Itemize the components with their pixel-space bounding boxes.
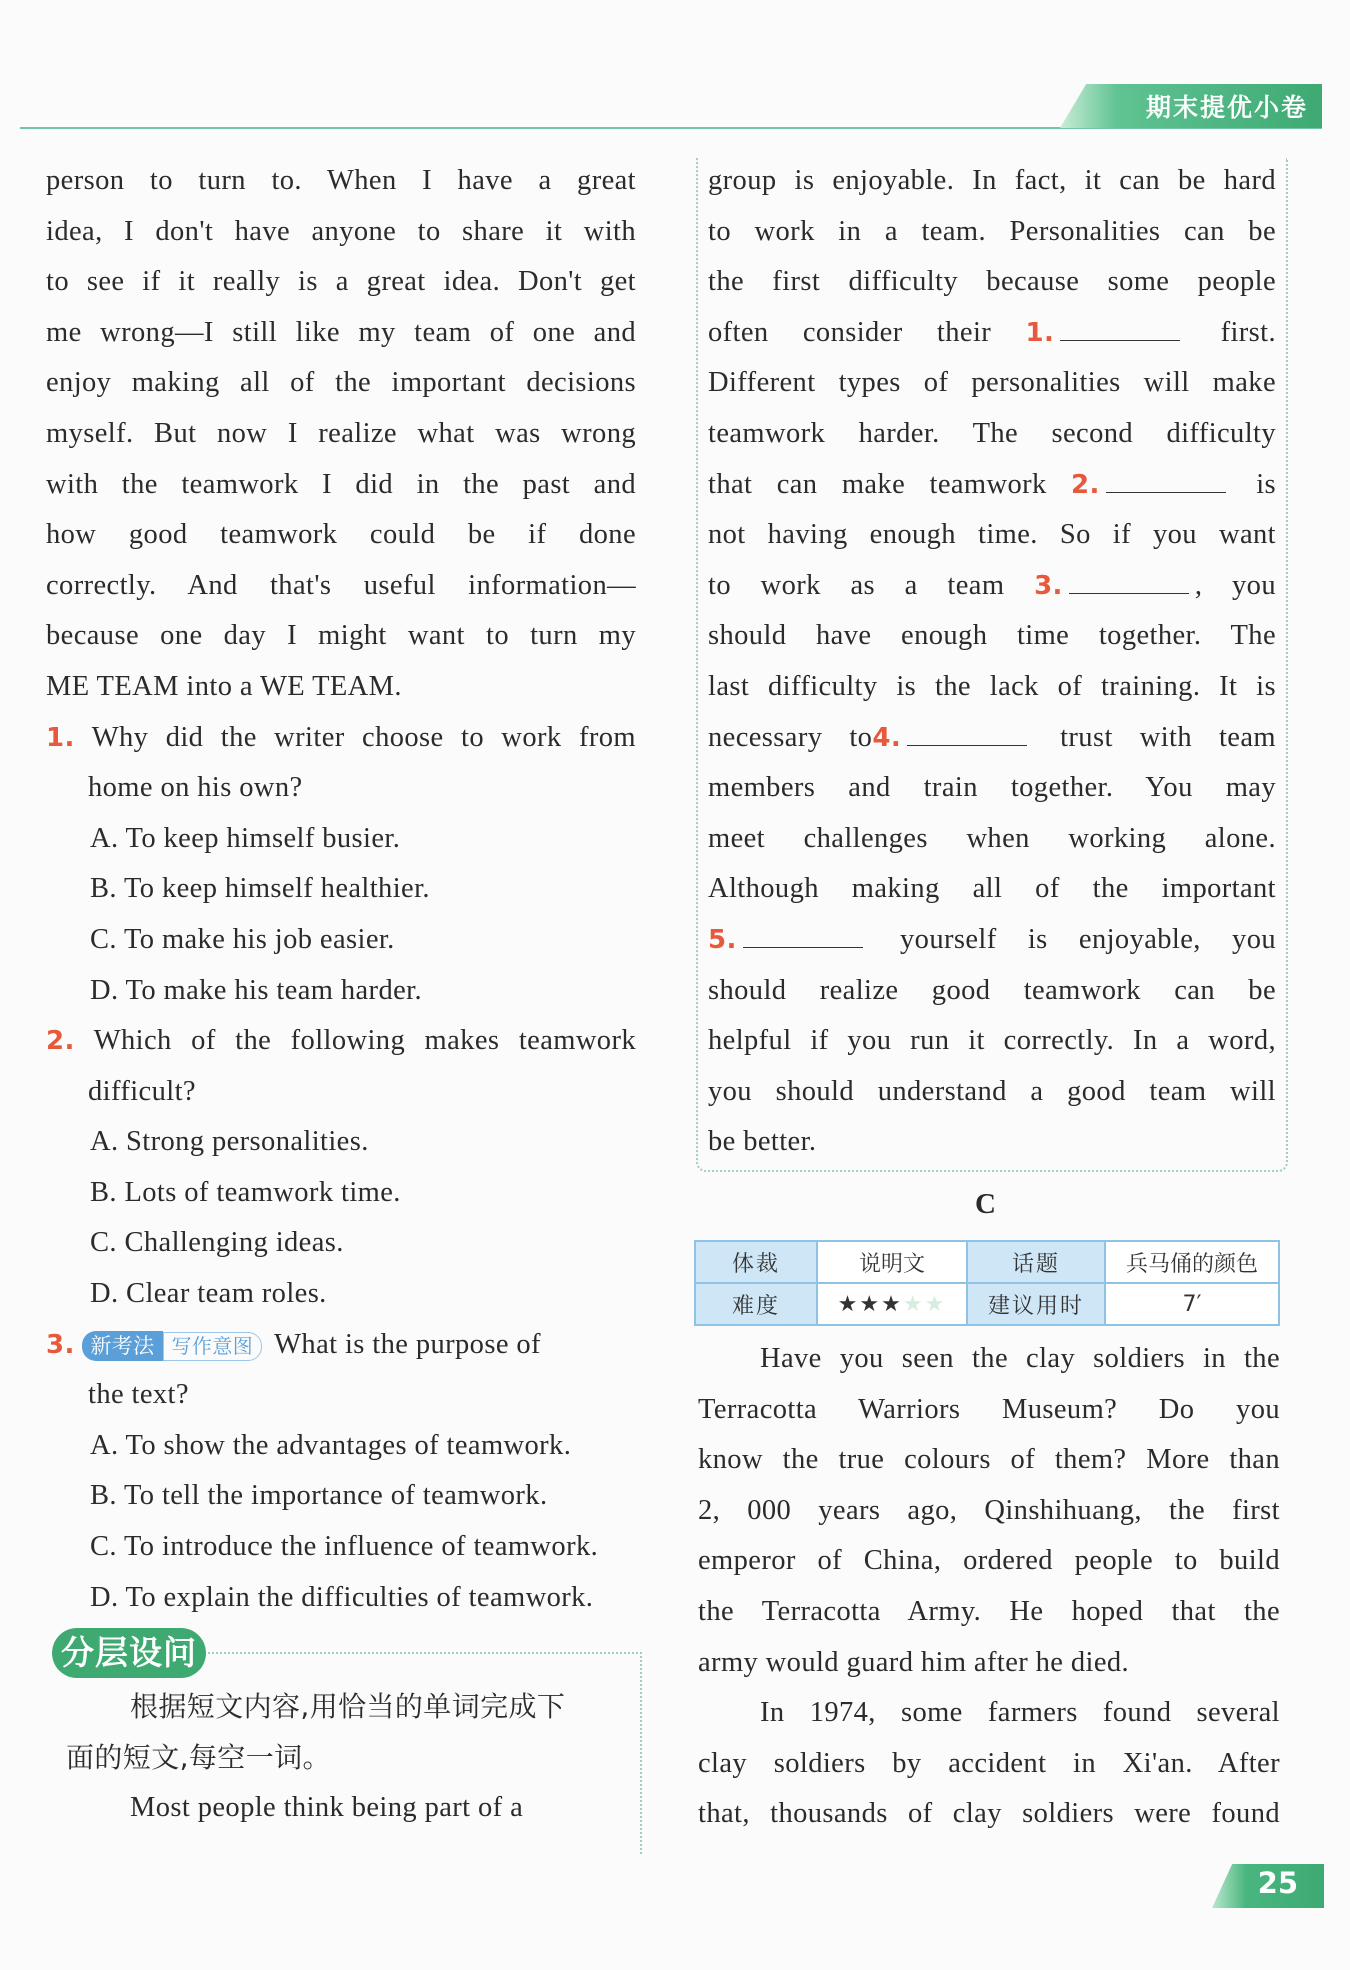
genre-value: 说明文 <box>817 1241 967 1283</box>
passage-line: how good teamwork could be if done <box>46 519 636 551</box>
passage-line: to see if it really is a great idea. Don't get <box>46 266 636 298</box>
option-c[interactable]: C. Challenging ideas. <box>90 1227 344 1259</box>
star-icon: ★ <box>859 1291 882 1317</box>
passage-line: 2, 000 years ago, Qinshihuang, the first <box>698 1494 1280 1526</box>
blank-number: 5. <box>708 924 737 955</box>
passage-line: army would guard him after he died. <box>698 1646 1130 1678</box>
question-text: Which of the following makes teamwork <box>93 1025 636 1057</box>
summary-text: necessary to <box>708 721 873 753</box>
option-a[interactable]: A. To show the advantages of teamwork. <box>90 1429 572 1461</box>
option-b[interactable]: B. To tell the importance of teamwork. <box>90 1480 548 1512</box>
summary-line: you should understand a good team will <box>708 1075 1276 1107</box>
genre-key: 体裁 <box>695 1241 817 1283</box>
question-number: 3. <box>46 1329 75 1360</box>
blank-5[interactable] <box>743 925 863 948</box>
summary-line <box>708 460 1276 511</box>
option-b[interactable]: B. To keep himself healthier. <box>90 873 430 905</box>
passage-line: person to turn to. When I have a great <box>46 165 636 196</box>
section-badge: 分层设问 <box>52 1628 206 1678</box>
star-icon: ★ <box>902 1291 925 1317</box>
summary-line: Although making all of the important <box>708 873 1276 905</box>
summary-line: last difficulty is the lack of training. It is <box>708 670 1276 702</box>
instruction-block <box>66 1682 632 1834</box>
option-d[interactable]: D. To make his team harder. <box>90 974 422 1006</box>
new-method-tag: 新考法 <box>82 1331 162 1361</box>
question-text: Why did the writer choose to work from <box>91 721 636 753</box>
option-c[interactable]: C. To introduce the influence of teamwork. <box>90 1531 599 1563</box>
summary-text: yourself is enjoyable, you <box>900 923 1276 955</box>
passage-c <box>698 1334 1280 1840</box>
blank-number: 1. <box>1025 317 1055 348</box>
summary-text: , you <box>1194 569 1276 601</box>
question-2 <box>46 1016 636 1067</box>
blank-number: 3. <box>1034 570 1063 601</box>
passage-line: because one day I might want to turn my <box>46 620 636 652</box>
summary-line: to work in a team. Personalities can be <box>708 215 1276 247</box>
summary-line: not having enough time. So if you want <box>708 519 1276 551</box>
passage-line: that, thousands of clay soldiers were found <box>698 1798 1280 1830</box>
topic-value: 兵马俑的颜色 <box>1105 1241 1279 1283</box>
time-key: 建议用时 <box>967 1283 1105 1325</box>
blank-number: 4. <box>872 722 902 753</box>
passage-line: ME TEAM into a WE TEAM. <box>46 670 402 702</box>
question-text: difficult? <box>88 1075 196 1107</box>
blank-3[interactable] <box>1069 571 1189 594</box>
question-1 <box>46 713 636 764</box>
summary-first-line: Most people think being part of a <box>130 1792 524 1824</box>
passage-line: Terracotta Warriors Museum? Do you <box>698 1393 1280 1425</box>
left-column <box>46 156 636 1623</box>
header-title: 期末提优小卷 <box>1145 93 1308 122</box>
star-icon: ★ <box>924 1291 947 1317</box>
passage-line: know the true colours of them? More than <box>698 1444 1280 1476</box>
blank-number: 2. <box>1071 469 1100 500</box>
passage-line: emperor of China, ordered people to build <box>698 1545 1280 1577</box>
summary-line: should realize good teamwork can be <box>708 974 1276 1006</box>
section-c-label: C <box>975 1188 996 1220</box>
instruction-line: 根据短文内容,用恰当的单词完成下 <box>130 1690 566 1723</box>
page-number: 25 <box>1257 1866 1298 1900</box>
summary-line: group is enjoyable. In fact, it can be hard <box>708 165 1276 196</box>
summary-line: teamwork harder. The second difficulty <box>708 417 1276 449</box>
summary-line <box>708 308 1276 359</box>
question-type-tag: 写作意图 <box>163 1332 263 1361</box>
summary-line: Different types of personalities will make <box>708 367 1276 399</box>
summary-text: first. <box>1220 316 1276 348</box>
summary-text: to work as a team <box>708 569 1005 601</box>
question-text: the text? <box>88 1379 189 1411</box>
blank-2[interactable] <box>1106 470 1226 493</box>
summary-line: meet challenges when working alone. <box>708 822 1276 854</box>
passage-info-table <box>694 1240 1280 1326</box>
passage-line: clay soldiers by accident in Xi'an. After <box>698 1747 1280 1779</box>
option-a[interactable]: A. Strong personalities. <box>90 1126 369 1158</box>
summary-line: helpful if you run it correctly. In a word, <box>708 1025 1276 1057</box>
question-3 <box>46 1320 636 1371</box>
blank-1[interactable] <box>1060 318 1180 341</box>
blank-4[interactable] <box>907 723 1027 746</box>
passage-line: In 1974, some farmers found several <box>760 1697 1280 1729</box>
question-number: 1. <box>46 722 75 753</box>
summary-text: often consider their <box>708 316 992 348</box>
star-icon: ★ <box>881 1291 903 1317</box>
passage-line: myself. But now I realize what was wrong <box>46 417 636 449</box>
summary-line <box>708 713 1276 764</box>
summary-line: be better. <box>708 1126 817 1158</box>
difficulty-stars <box>817 1283 967 1325</box>
summary-text: trust with team <box>1060 721 1276 753</box>
option-b[interactable]: B. Lots of teamwork time. <box>90 1176 401 1208</box>
star-icon: ★ <box>837 1291 860 1317</box>
passage-line: Have you seen the clay soldiers in the <box>760 1343 1280 1374</box>
summary-line: should have enough time together. The <box>708 620 1276 652</box>
summary-line: the first difficulty because some people <box>708 266 1276 298</box>
summary-line: members and train together. You may <box>708 772 1276 804</box>
summary-column <box>708 156 1276 1168</box>
passage-line: correctly. And that's useful information— <box>46 569 636 601</box>
summary-text: that can make teamwork <box>708 468 1047 500</box>
option-a[interactable]: A. To keep himself busier. <box>90 822 401 854</box>
summary-line <box>708 561 1276 612</box>
summary-text: is <box>1256 468 1277 500</box>
passage-line: me wrong—I still like my team of one and <box>46 316 636 348</box>
option-d[interactable]: D. To explain the difficulties of teamwork. <box>90 1581 594 1613</box>
question-text: What is the purpose of <box>274 1328 541 1360</box>
passage-line: idea, I don't have anyone to share it with <box>46 215 636 247</box>
question-number: 2. <box>46 1026 75 1057</box>
option-d[interactable]: D. Clear team roles. <box>90 1278 327 1310</box>
instruction-line: 面的短文,每空一词。 <box>66 1740 331 1774</box>
difficulty-key: 难度 <box>695 1283 817 1325</box>
passage-line: enjoy making all of the important decisions <box>46 367 636 399</box>
passage-line: the Terracotta Army. He hoped that the <box>698 1595 1280 1627</box>
question-text: home on his own? <box>88 772 303 804</box>
summary-line <box>708 915 1276 966</box>
time-value: 7′ <box>1105 1283 1279 1325</box>
passage-line: with the teamwork I did in the past and <box>46 468 636 500</box>
topic-key: 话题 <box>967 1241 1105 1283</box>
option-c[interactable]: C. To make his job easier. <box>90 923 395 955</box>
